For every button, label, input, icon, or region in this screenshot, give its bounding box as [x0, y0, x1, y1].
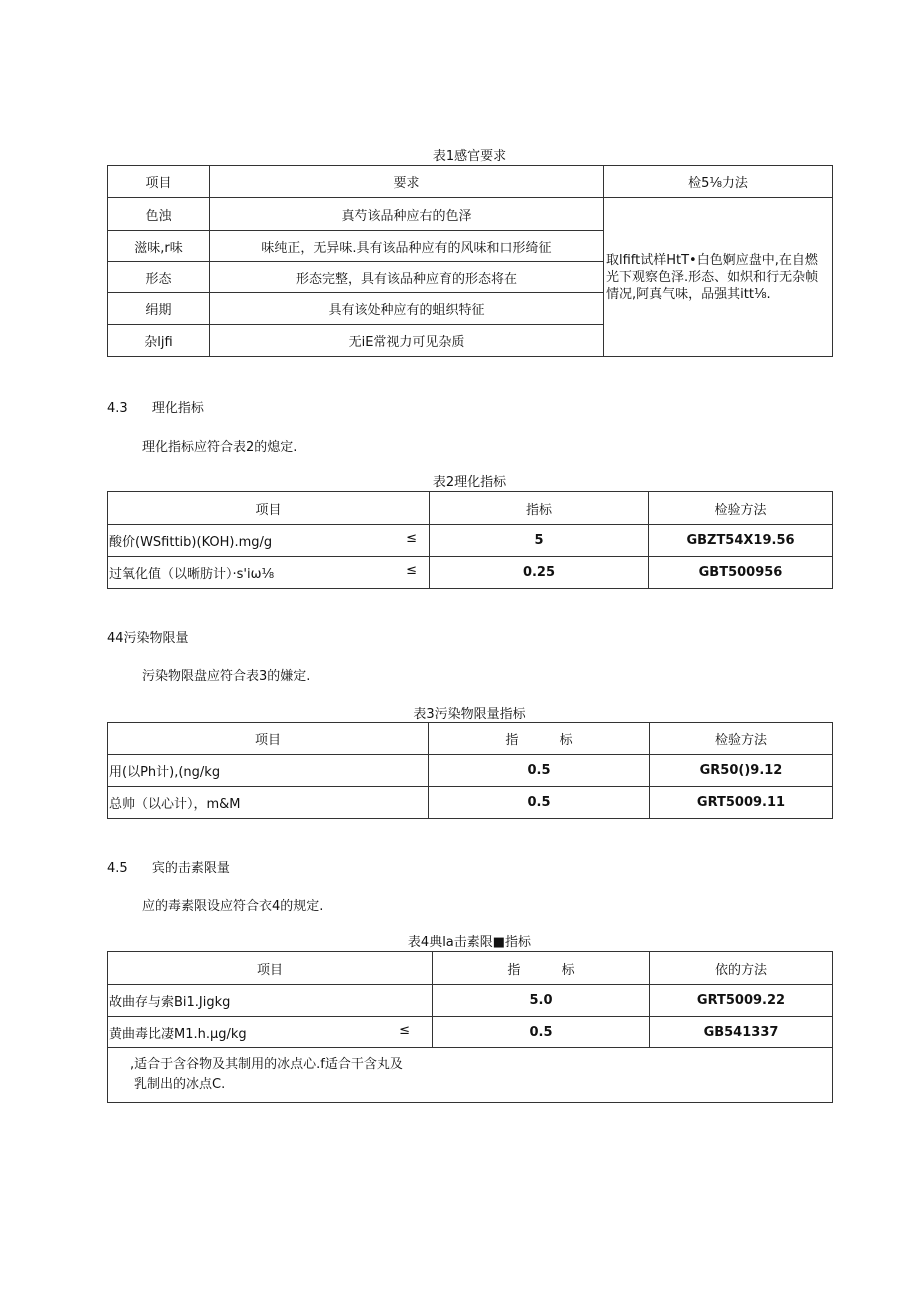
table4-row-value: 0.5 — [433, 1017, 650, 1048]
table4-row-value: 5.0 — [433, 985, 650, 1017]
table1-row-item: 滋味,r味 — [108, 231, 210, 262]
table3-header-index: 指 标 — [429, 723, 650, 755]
section-4-3-heading — [107, 397, 204, 416]
table2-row-method: GBZT54X19.56 — [649, 525, 833, 557]
table4-row-item — [108, 1017, 433, 1048]
table3-row-item: 总帅（以心计），m&M — [108, 787, 429, 819]
le-symbol: ≤ — [406, 563, 417, 578]
table2-physicochemical — [107, 491, 833, 589]
table2-header-method: 检验方法 — [649, 492, 833, 525]
table3-header-item: 项目 — [108, 723, 429, 755]
section-title: 理化指标 — [151, 401, 204, 416]
table4-header-method: 依的方法 — [650, 952, 833, 985]
table4-row-item — [108, 985, 433, 1017]
footnote-line-1: ,适合于含谷物及其制用的冰点心.f适合干含丸及 — [130, 1057, 403, 1072]
table4-mycotoxins — [107, 951, 833, 1103]
section-number: 4.3 — [107, 401, 128, 416]
table1-caption: 表1感官要求 — [432, 149, 507, 164]
section-4-3-paragraph: 理化指标应符合表2的熄定. — [142, 440, 298, 455]
table1-row-requirement: 真芍该品种应右的色泽 — [210, 198, 604, 231]
table1-method-cell: 取lfift试样HtT•白色婀应盘中,在自燃光下观察色泽.形态、如炽和行无杂帧情况,阿真气味，品强其itt⅛. — [604, 198, 833, 357]
table1-row-requirement: 味纯正，无异味.具有该品种应有的风味和口形绮征 — [210, 231, 604, 262]
item-text: 酸价(WSfittib)(KOH).mg/g — [109, 535, 273, 550]
table4-header-item: 项目 — [108, 952, 433, 985]
table4-row-method: GB541337 — [650, 1017, 833, 1048]
table1-row-item: 绢期 — [108, 293, 210, 325]
section-number: 4.5 — [107, 861, 128, 876]
table3-header-method: 检验方法 — [650, 723, 833, 755]
table1-row-item: 杂ljfi — [108, 325, 210, 357]
table2-row-value: 0.25 — [430, 557, 649, 589]
table2-header-index: 指标 — [430, 492, 649, 525]
table1-row-item: 形态 — [108, 262, 210, 293]
table3-row-value: 0.5 — [429, 755, 650, 787]
table1-row-requirement: 无iE常视力可见杂质 — [210, 325, 604, 357]
table1-row-item: 色浊 — [108, 198, 210, 231]
table4-caption: 表4典la击素限■指标 — [407, 935, 532, 950]
table4-header-index: 指 标 — [433, 952, 650, 985]
table1-row-requirement: 具有该处种应有的蛆织特征 — [210, 293, 604, 325]
section-4-4-heading: 44污染物限量 — [107, 631, 189, 646]
table4-row-method: GRT5009.22 — [650, 985, 833, 1017]
item-text: 过氧化值（以晰肪计）·s'iω⅛ — [109, 567, 275, 582]
table2-row-value: 5 — [430, 525, 649, 557]
table1-header-method: 检5⅛力法 — [604, 166, 833, 198]
table3-row-method: GR50()9.12 — [650, 755, 833, 787]
table2-caption: 表2理化指标 — [432, 475, 507, 490]
table3-contaminants — [107, 722, 833, 819]
le-symbol: ≤ — [406, 531, 417, 546]
table2-row-item — [108, 557, 430, 589]
table3-row-method: GRT5009.11 — [650, 787, 833, 819]
table1-row-requirement: 形态完整，具有该品种应育的形态将在 — [210, 262, 604, 293]
le-symbol: ≤ — [399, 1022, 410, 1038]
table3-row-value: 0.5 — [429, 787, 650, 819]
table2-header-item: 项目 — [108, 492, 430, 525]
table3-row-item: 用(以Ph计),(ng/kg — [108, 755, 429, 787]
table2-row-method: GBT500956 — [649, 557, 833, 589]
section-4-5-paragraph: 应的毒素限设应符合衣4的规定. — [142, 899, 324, 914]
table2-row-item — [108, 525, 430, 557]
item-text: 故曲存与索Bi1.Jigkg — [109, 995, 231, 1010]
section-4-4-paragraph: 污染物限盘应符合表3的嫌定. — [142, 669, 311, 684]
table1-header-item: 项目 — [108, 166, 210, 198]
table3-caption: 表3污染物限量指标 — [413, 707, 526, 722]
item-text: 黄曲毒比凄M1.h.μg/kg — [109, 1026, 247, 1042]
table1-header-requirement: 要求 — [210, 166, 604, 198]
section-title: 宾的击素限量 — [151, 861, 230, 876]
section-4-5-heading — [107, 857, 230, 876]
footnote-line-2: 乳制出的冰点C. — [134, 1077, 226, 1092]
table4-footnote — [108, 1048, 833, 1103]
table1-sensory-requirements — [107, 165, 833, 357]
